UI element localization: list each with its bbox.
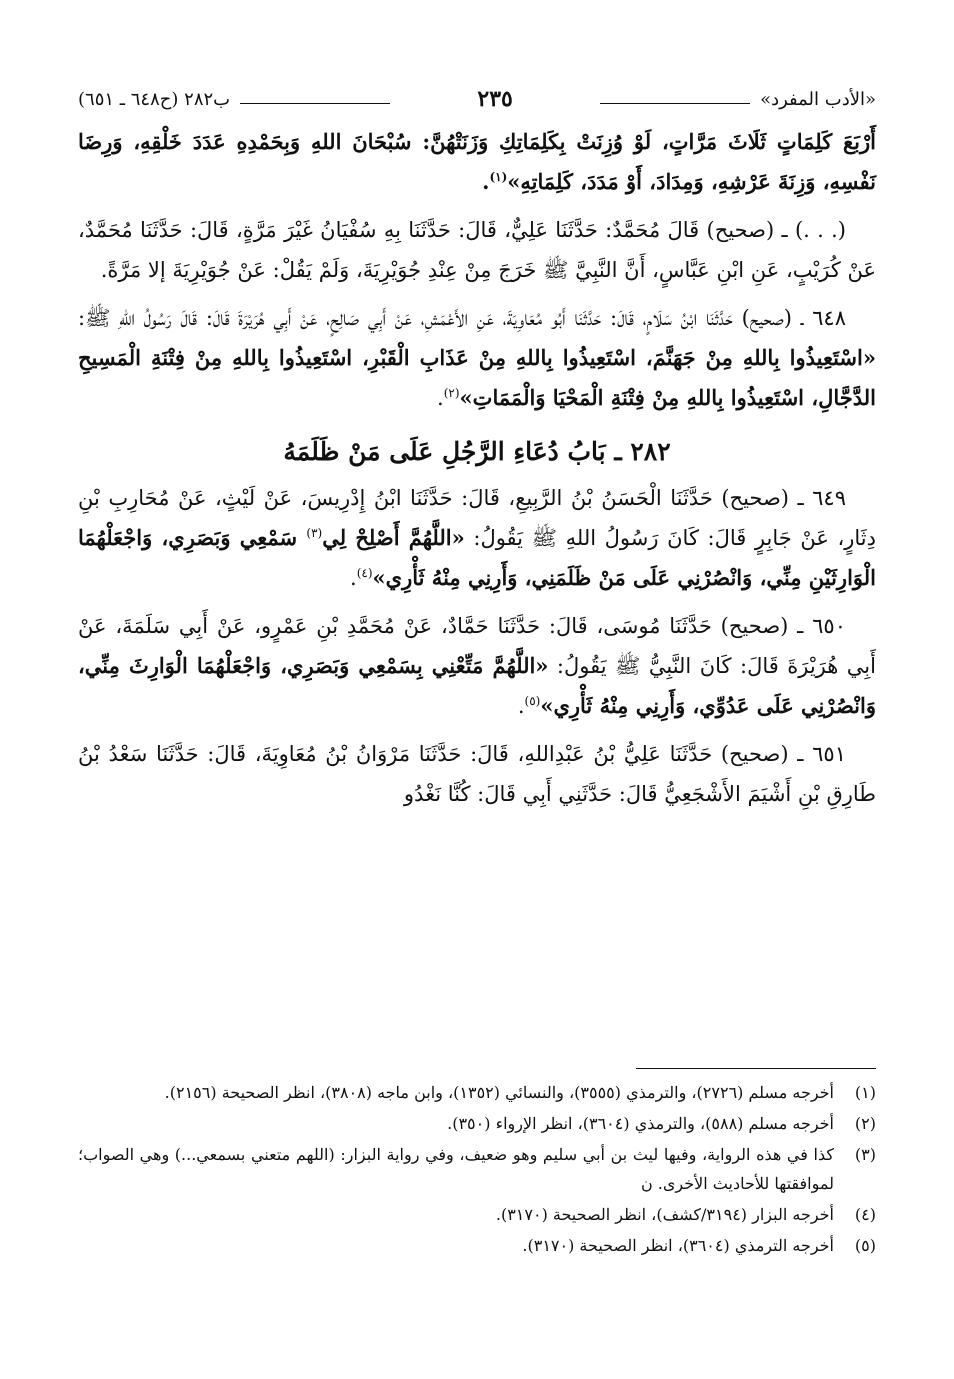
footnote-number: (٢): [854, 1114, 876, 1133]
book-title: «الأدب المفرد»: [760, 88, 876, 110]
footnote-number: (٣): [854, 1145, 876, 1164]
isnad-text: ٦٥١ ـ (صحيح) حَدَّثَنَا عَلِيُّ بْنُ عَبْدِاللهِ، قَالَ: حَدَّثَنَا مَرْوَانُ بْنُ مُعَاوِيَةَ، قَالَ: حَدَّثَنَا سَعْدُ بْنُ طَارِقِ بْنِ أَشْيَمَ الأَشْجَعِيُّ قَالَ: حَدَّثَنِي أَبِي قَالَ: كُنَّا نَغْدُو: [78, 742, 876, 806]
paragraph-hadith-649: ٦٤٩ ـ (صحيح) حَدَّثَنَا الْحَسَنُ بْنُ الرَّبِيعِ، قَالَ: حَدَّثَنَا ابْنُ إِدْرِيسَ، عَنْ لَيْثٍ، عَنْ مُحَارِبِ بْنِ دِثَارٍ، عَنْ جَابِرٍ قَالَ: كَانَ رَسُولُ اللهِ ﷺ يَقُولُ: «اللَّهُمَّ أَصْلِحْ لِي$^{(٣)}$ سَمْعِي وَبَصَرِي، وَاجْعَلْهُمَا الْوَارِثَيْنِ مِنِّي، وَانْصُرْنِي عَلَى مَنْ ظَلَمَنِي، وَأَرِنِي مِنْهُ ثَأْرِي»$^{(٤)}$.: [78, 486, 876, 590]
page-number: ٢٣٥: [477, 86, 513, 112]
footnote: [78, 1140, 876, 1198]
isnad-text: ٦٥٠ ـ (صحيح) حَدَّثَنَا مُوسَى، قَالَ: حَدَّثَنَا حَمَّادٌ، عَنْ مُحَمَّدِ بْنِ عَمْرٍو، عَنْ أَبِي سَلَمَةَ، عَنْ أَبِي هُرَيْرَةَ قَالَ: كَانَ النَّبِيُّ ﷺ يَقُولُ:: [78, 614, 876, 678]
paragraph-continuation: أَرْبَعَ كَلِمَاتٍ ثَلَاثَ مَرَّاتٍ، لَوْ وُزِنَتْ بِكَلِمَاتِكِ وَزَنَتْهُنَّ: سُبْحَانَ اللهِ وَبِحَمْدِهِ عَدَدَ خَلْقِهِ، وَرِضَا نَفْسِهِ، وَزِنَةَ عَرْشِهِ، وَمِدَادَ، أَوْ مَدَدَ، كَلِمَاتِهِ»$^{(١)}$.: [78, 129, 876, 194]
footnote-separator: [636, 1068, 876, 1069]
footnote-ref: (٤): [356, 566, 373, 580]
chapter-title: ٢٨٢ ـ بَابُ دُعَاءِ الرَّجُلِ عَلَى مَنْ ظَلَمَهُ: [283, 437, 671, 466]
footnote: [78, 1078, 876, 1107]
footnote-ref: (٥): [524, 694, 541, 708]
isnad-text: (. . .) ـ (صحيح) قَالَ مُحَمَّدٌ: حَدَّثَنَا عَلِيٌّ، قَالَ: حَدَّثَنَا بِهِ سُفْيَانُ غَيْرَ مَرَّةٍ، قَالَ: حَدَّثَنَا مُحَمَّدٌ، عَنْ كُرَيْبٍ، عَنِ ابْنِ عَبَّاسٍ، أَنَّ النَّبِيَّ ﷺ خَرَجَ مِنْ عِنْدِ جُوَيْرِيَةَ، وَلَمْ يَقُلْ: عَنْ جُوَيْرِيَةَ إلا مَرَّةً.: [78, 218, 876, 282]
paragraph-hadith-651: [78, 734, 876, 814]
footnote-ref: (١): [489, 170, 508, 184]
chapter-range: ب٢٨٢ (ح٦٤٨ ـ ٦٥١): [78, 88, 231, 110]
footnote-text: أخرجه مسلم (٥٨٨)، والترمذي (٣٦٠٤)، انظر الإرواء (٣٥٠).: [447, 1114, 834, 1133]
footnote-number: (٥): [854, 1236, 876, 1255]
footnote-text: كذا في هذه الرواية، وفيها ليث بن أبي سليم وهو ضعيف، وفي رواية البزار: (اللهم متعني بسمعي...) وهي الصواب؛ لموافقتها للأحاديث الأخرى. ن: [78, 1145, 834, 1193]
footnote-ref: (٢): [443, 386, 460, 400]
matn-text: «اللَّهُمَّ أَصْلِحْ لِي: [322, 525, 465, 550]
matn-text: سَمْعِي وَبَصَرِي، وَاجْعَلْهُمَا الْوَارِثَيْنِ مِنِّي، وَانْصُرْنِي عَلَى مَنْ ظَلَمَنِي، وَأَرِنِي مِنْهُ ثَأْرِي»: [78, 525, 876, 590]
header-rule: [240, 103, 390, 104]
footnote-text: أخرجه البزار (٣١٩٤/كشف)، انظر الصحيحة (٣١٧٠).: [495, 1205, 834, 1224]
footnote-number: (٤): [854, 1205, 876, 1224]
footnote-number: (١): [854, 1083, 876, 1102]
running-header: [78, 84, 876, 114]
main-text: [78, 122, 876, 822]
footnote: [78, 1200, 876, 1229]
matn-text: «اللَّهُمَّ مَتِّعْنِي بِسَمْعِي وَبَصَرِي، وَاجْعَلْهُمَا الْوَارِثَ مِنِّي، وَانْصُرْنِي عَلَى عَدُوِّي، وَأَرِنِي مِنْهُ ثَأْرِي»: [78, 653, 876, 718]
isnad-text: ٦٤٩ ـ (صحيح) حَدَّثَنَا الْحَسَنُ بْنُ الرَّبِيعِ، قَالَ: حَدَّثَنَا ابْنُ إِدْرِيسَ، عَنْ لَيْثٍ، عَنْ مُحَارِبِ بْنِ دِثَارٍ، عَنْ جَابِرٍ قَالَ: كَانَ رَسُولُ اللهِ ﷺ يَقُولُ:: [78, 486, 876, 550]
paragraph-hadith-note: [78, 210, 876, 290]
footnote: [78, 1231, 876, 1260]
paragraph-hadith-650: ٦٥٠ ـ (صحيح) حَدَّثَنَا مُوسَى، قَالَ: حَدَّثَنَا حَمَّادٌ، عَنْ مُحَمَّدِ بْنِ عَمْرٍو، عَنْ أَبِي سَلَمَةَ، عَنْ أَبِي هُرَيْرَةَ قَالَ: كَانَ النَّبِيُّ ﷺ يَقُولُ: «اللَّهُمَّ مَتِّعْنِي بِسَمْعِي وَبَصَرِي، وَاجْعَلْهُمَا الْوَارِثَ مِنِّي، وَانْصُرْنِي عَلَى عَدُوِّي، وَأَرِنِي مِنْهُ ثَأْرِي»$^{(٥)}$.: [78, 614, 876, 718]
footnote-ref: (٣): [306, 526, 323, 540]
footnote-text: أخرجه الترمذي (٣٦٠٤)، انظر الصحيحة (٣١٧٠).: [522, 1236, 834, 1255]
header-left: [78, 89, 390, 110]
isnad-text: ٦٤٨ ـ (صحيح) حَدَّثَنَا ابْنُ سَلَامٍ، قَالَ: حَدَّثَنَا أَبُو مُعَاوِيَةَ، عَنِ الأَعْمَشِ، عَنْ أَبِي صَالِحٍ، عَنْ أَبِي هُرَيْرَةَ قَالَ: قَالَ رَسُولُ اللهِ ﷺ:: [78, 306, 846, 330]
header-right: [600, 89, 876, 110]
matn-text: «اسْتَعِيذُوا بِاللهِ مِنْ جَهَنَّمَ، اسْتَعِيذُوا بِاللهِ مِنْ عَذَابِ الْقَبْرِ، اسْتَعِيذُوا بِاللهِ مِنْ فِتْنَةِ الْمَسِيحِ الدَّجَّالِ، اسْتَعِيذُوا بِاللهِ مِنْ فِتْنَةِ الْمَحْيَا وَالْمَمَاتِ»: [78, 345, 876, 410]
matn-text: أَرْبَعَ كَلِمَاتٍ ثَلَاثَ مَرَّاتٍ، لَوْ وُزِنَتْ بِكَلِمَاتِكِ وَزَنَتْهُنَّ: سُبْحَانَ اللهِ وَبِحَمْدِهِ عَدَدَ خَلْقِهِ، وَرِضَا نَفْسِهِ، وَزِنَةَ عَرْشِهِ، وَمِدَادَ، أَوْ مَدَدَ، كَلِمَاتِهِ»: [78, 129, 876, 194]
header-rule: [600, 103, 750, 104]
paragraph-hadith-648: ٦٤٨ ـ (صحيح) حَدَّثَنَا ابْنُ سَلَامٍ، قَالَ: حَدَّثَنَا أَبُو مُعَاوِيَةَ، عَنِ الأَعْمَشِ، عَنْ أَبِي صَالِحٍ، عَنْ أَبِي هُرَيْرَةَ قَالَ: قَالَ رَسُولُ اللهِ ﷺ: «اسْتَعِيذُوا بِاللهِ مِنْ جَهَنَّمَ، اسْتَعِيذُوا بِاللهِ مِنْ عَذَابِ الْقَبْرِ، اسْتَعِيذُوا بِاللهِ مِنْ فِتْنَةِ الْمَسِيحِ الدَّجَّالِ، اسْتَعِيذُوا بِاللهِ مِنْ فِتْنَةِ الْمَحْيَا وَالْمَمَاتِ»$^{(٢)}$.: [78, 306, 876, 410]
footnotes: [78, 1078, 876, 1262]
footnote-text: أخرجه مسلم (٢٧٢٦)، والترمذي (٣٥٥٥)، والنسائي (١٣٥٢)، وابن ماجه (٣٨٠٨)، انظر الصحيحة (٢١٥٦).: [164, 1083, 834, 1102]
footnote: [78, 1109, 876, 1138]
